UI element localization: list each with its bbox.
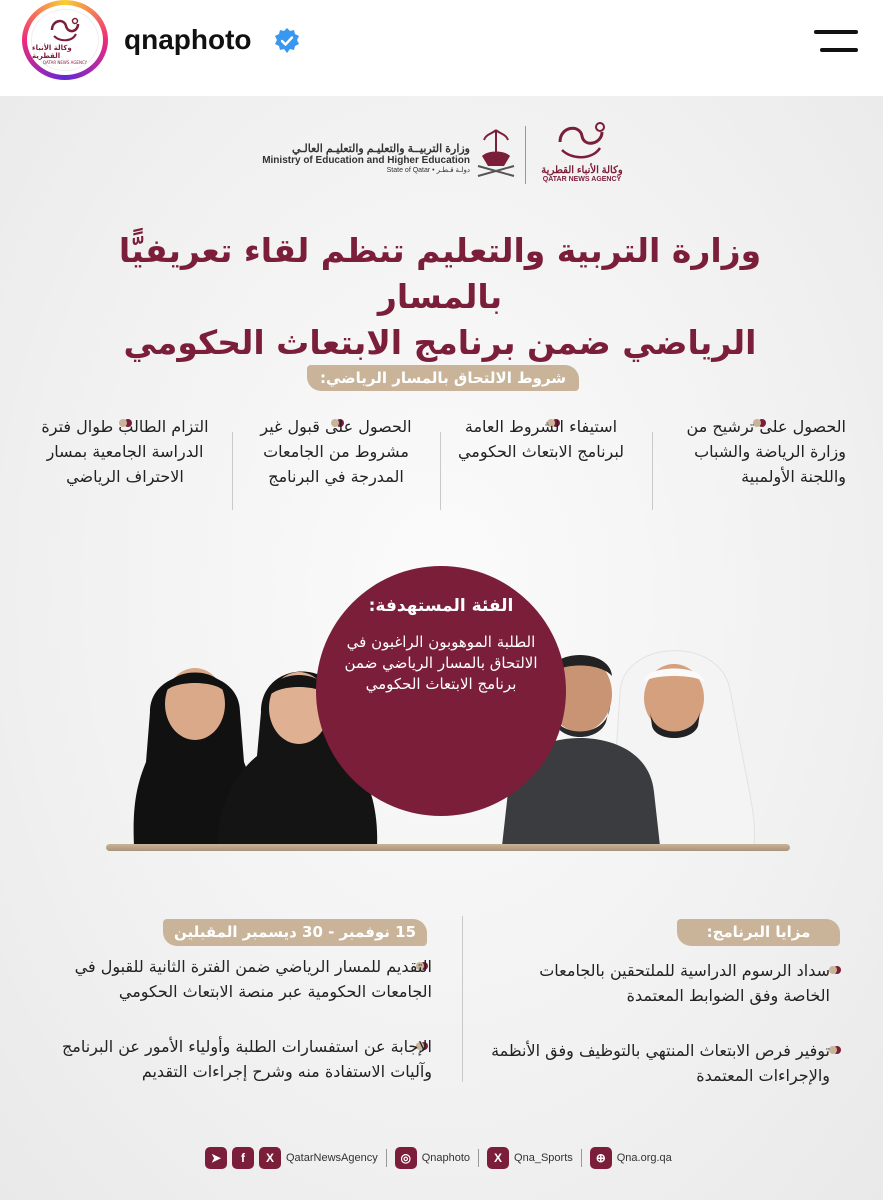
ministry-state: State of Qatar • دولـة قـطـر	[386, 167, 470, 174]
requirement-item-2: استيفاء الشروط العامة لبرنامج الابتعاث الحكومي	[457, 417, 625, 461]
x-icon[interactable]: X	[259, 1147, 281, 1169]
social-footer	[205, 1146, 672, 1170]
requirement-item-1: الحصول على ترشيح من وزارة الرياضة والشباب واللجنة الأولمبية	[686, 417, 846, 486]
benefits-item-1: سداد الرسوم الدراسية للملتحقين بالجامعات الخاصة وفق الضوابط المعتمدة	[539, 961, 830, 1005]
ground-line	[106, 844, 790, 851]
qna-logo	[534, 120, 630, 183]
footer-handle-sports[interactable]: Qna_Sports	[514, 1152, 573, 1164]
footer-website[interactable]: Qna.org.qa	[616, 1152, 672, 1164]
divider	[478, 1149, 479, 1167]
username[interactable]: qnaphoto	[124, 24, 252, 55]
requirements-heading: شروط الالتحاق بالمسار الرياضي:	[307, 365, 579, 391]
ministry-name-en: Ministry of Education and Higher Education	[262, 155, 470, 166]
qatar-emblem-icon	[474, 126, 518, 184]
instagram-icon[interactable]: ◎	[395, 1147, 417, 1169]
target-heading: الفئة المستهدفة:	[368, 596, 514, 616]
telegram-icon[interactable]: ➤	[205, 1147, 227, 1169]
logos-row	[250, 120, 630, 190]
qna-logo-icon	[552, 120, 612, 160]
avatar-subtext: QATAR NEWS AGENCY	[42, 59, 88, 65]
requirement-item-3: الحصول على قبول غير مشروط من الجامعات المدرجة في البرنامج	[260, 417, 412, 486]
target-description: الطلبة الموهوبون الراغبون في الالتحاق بالمسار الرياضي ضمن برنامج الابتعاث الحكومي	[344, 633, 538, 693]
target-group-circle	[316, 566, 566, 816]
dates-item-2: الإجابة عن استفسارات الطلبة وأولياء الأمور عن البرنامج وآليات الاستفادة منه وشرح إجراءات التقديم	[61, 1037, 432, 1081]
requirement-item-4: التزام الطالب طوال فترة الدراسة الجامعية بمسار الاحتراف الرياضي	[41, 417, 209, 486]
avatar-text: وكالة الأنباء القطرية	[32, 43, 72, 60]
benefits-item-2: توفير فرص الابتعاث المنتهي بالتوظيف وفق الأنظمة والإجراءات المعتمدة	[491, 1041, 830, 1085]
menu-icon[interactable]	[812, 28, 858, 56]
bullet-icon	[829, 1046, 841, 1054]
divider	[386, 1149, 387, 1167]
footer-handle-photo[interactable]: Qnaphoto	[421, 1152, 471, 1164]
divider	[652, 432, 653, 510]
post-header	[0, 0, 883, 92]
qna-logo-icon	[48, 16, 82, 44]
divider	[581, 1149, 582, 1167]
facebook-icon[interactable]: f	[232, 1147, 254, 1169]
dates-item-1: التقديم للمسار الرياضي ضمن الفترة الثانية للقبول في الجامعات الحكومية عبر منصة الابتعاث الحكومي	[74, 957, 432, 1001]
headline-line-1: وزارة التربية والتعليم تنظم لقاء تعريفيًّا بالمسار	[118, 231, 762, 316]
divider	[440, 432, 441, 510]
footer-handle-qna[interactable]: QatarNewsAgency	[286, 1152, 378, 1164]
qna-name-en: QATAR NEWS AGENCY	[542, 176, 622, 183]
divider	[462, 916, 463, 1082]
ministry-logo-text	[262, 142, 470, 174]
benefits-heading: مزايا البرنامج:	[677, 919, 840, 946]
headline-line-2: الرياضي ضمن برنامج الابتعاث الحكومي	[123, 323, 757, 362]
x-icon[interactable]: X	[487, 1147, 509, 1169]
verified-badge-icon	[273, 27, 301, 55]
headline	[60, 228, 820, 366]
ministry-name-ar: وزارة التربيــة والتعليـم والتعليـم العالـي	[291, 143, 470, 155]
avatar[interactable]	[22, 0, 108, 80]
globe-icon[interactable]: ⊕	[590, 1147, 612, 1169]
divider	[232, 432, 233, 510]
logo-divider	[525, 126, 526, 184]
infographic	[0, 96, 883, 1200]
bullet-icon	[829, 966, 841, 974]
qna-name-ar: وكالة الأنباء القطرية	[541, 165, 623, 176]
dates-heading: 15 نوفمبر - 30 ديسمبر المقبلين	[163, 919, 427, 946]
